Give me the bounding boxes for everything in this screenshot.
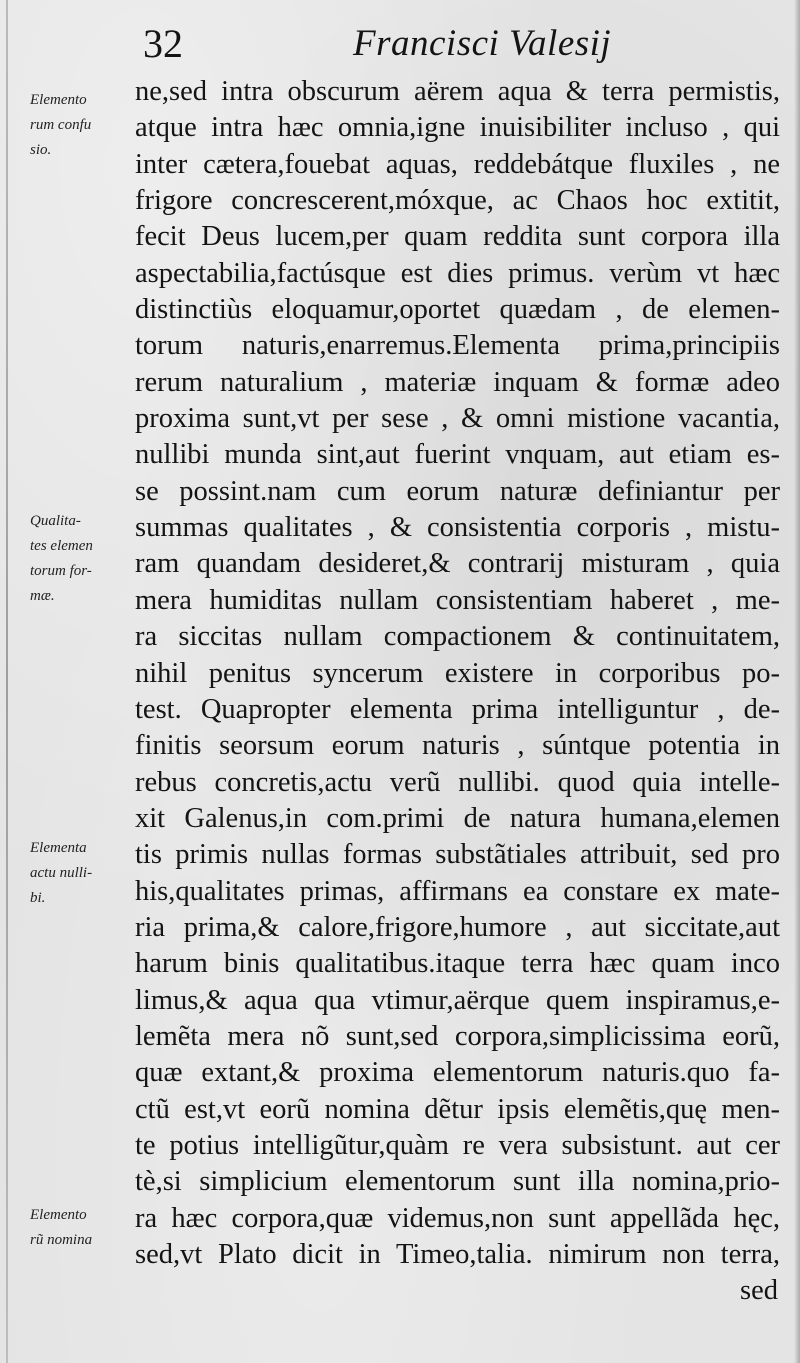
text-line: atque intra hæc omnia,igne inuisibiliter incluso , qui bbox=[135, 112, 780, 144]
margin-note-elementorum-nomina bbox=[30, 1203, 130, 1253]
page-number: 32 bbox=[143, 21, 183, 66]
text-line: xit Galenus,in com.primi de natura humana,elemen bbox=[135, 802, 780, 834]
text-line: nullibi munda sint,aut fuerint vnquam, aut etiam es- bbox=[135, 439, 780, 471]
margin-note-line: mæ. bbox=[30, 588, 55, 604]
margin-note-elementa-actu bbox=[30, 836, 130, 911]
margin-note-line: Qualita- bbox=[30, 513, 81, 529]
margin-note-line: Elemento bbox=[30, 1207, 87, 1223]
text-line: fecit Deus lucem,per quam reddita sunt corpora illa bbox=[135, 221, 780, 253]
text-line: lemẽta mera nõ sunt,sed corpora,simplicissima eorũ, bbox=[135, 1020, 780, 1052]
gutter-shadow bbox=[6, 0, 8, 1363]
margin-note-line: rũ nomina bbox=[30, 1232, 93, 1248]
margin-note-line: Elementa bbox=[30, 840, 87, 856]
margin-note-line: sio. bbox=[30, 142, 52, 158]
text-line: se possint.nam cum eorum naturæ definiantur per bbox=[135, 475, 780, 507]
margin-note-line: tes elemen bbox=[30, 538, 93, 554]
margin-note-qualitates bbox=[30, 509, 130, 609]
text-line: distinctiùs eloquamur,oportet quædam , de elemen- bbox=[135, 294, 780, 326]
text-line: summas qualitates , & consistentia corporis , mistu- bbox=[135, 512, 780, 544]
margin-note-line: torum for- bbox=[30, 563, 92, 579]
text-line: frigore concrescerent,móxque, ac Chaos hoc extitit, bbox=[135, 185, 780, 217]
margin-note-line: Elemento bbox=[30, 92, 87, 108]
text-line: test. Quapropter elementa prima intelliguntur , de- bbox=[135, 693, 780, 725]
text-line: finitis seorsum eorum naturis , súntque potentia in bbox=[135, 730, 780, 762]
text-line: ram quandam desideret,& contrarij misturam , quia bbox=[135, 548, 780, 580]
text-line: ra hæc corpora,quæ videmus,non sunt appellãda hęc, bbox=[135, 1202, 780, 1234]
text-line: limus,& aqua qua vtimur,aërque quem inspiramus,e- bbox=[135, 984, 780, 1016]
text-line: inter cætera,fouebat aquas, reddebátque fluxiles , ne bbox=[135, 148, 780, 180]
text-line: harum binis qualitatibus.itaque terra hæc quam inco bbox=[135, 948, 780, 980]
text-line: sed,vt Plato dicit in Timeo,talia. nimirum non terra, bbox=[135, 1239, 780, 1270]
text-line: rebus concretis,actu verũ nullibi. quod quia intelle- bbox=[135, 766, 780, 798]
text-line: ctũ est,vt eorũ nomina dẽtur ipsis elemẽtis,quę men- bbox=[135, 1093, 780, 1125]
running-head: Francisci Valesij bbox=[353, 23, 612, 64]
text-line: ne,sed intra obscurum aërem aqua & terra permistis, bbox=[135, 76, 780, 107]
page-edge-shadow bbox=[794, 0, 800, 1363]
text-line: rerum naturalium , materiæ inquam & formæ adeo bbox=[135, 366, 780, 398]
margin-note-line: actu nulli- bbox=[30, 865, 93, 881]
margin-note-line: bi. bbox=[30, 890, 46, 906]
text-line: his,qualitates primas, affirmans ea constare ex mate- bbox=[135, 875, 780, 907]
catchword: sed bbox=[740, 1275, 778, 1307]
text-line: mera humiditas nullam consistentiam haberet , me- bbox=[135, 584, 780, 616]
text-line: torum naturis,enarremus.Elementa prima,principiis bbox=[135, 330, 780, 362]
text-line: ra siccitas nullam compactionem & continuitatem, bbox=[135, 621, 780, 653]
body-text bbox=[135, 74, 780, 1310]
text-line: proxima sunt,vt per sese , & omni mistione vacantia, bbox=[135, 403, 780, 435]
text-line: aspectabilia,factúsque est dies primus. verùm vt hæc bbox=[135, 257, 780, 289]
text-line: ria prima,& calore,frigore,humore , aut siccitate,aut bbox=[135, 911, 780, 943]
text-line: nihil penitus syncerum existere in corporibus po- bbox=[135, 657, 780, 689]
margin-note-elementorum-confusio bbox=[30, 88, 130, 163]
margin-note-line: rum confu bbox=[30, 117, 92, 133]
text-line: tis primis nullas formas substãtiales attribuit, sed pro bbox=[135, 839, 780, 871]
text-line: quæ extant,& proxima elementorum naturis.quo fa- bbox=[135, 1057, 780, 1089]
text-line: te potius intelligũtur,quàm re vera subsistunt. aut cer bbox=[135, 1129, 780, 1161]
text-line: tè,si simplicium elementorum sunt illa nomina,prio- bbox=[135, 1166, 780, 1198]
